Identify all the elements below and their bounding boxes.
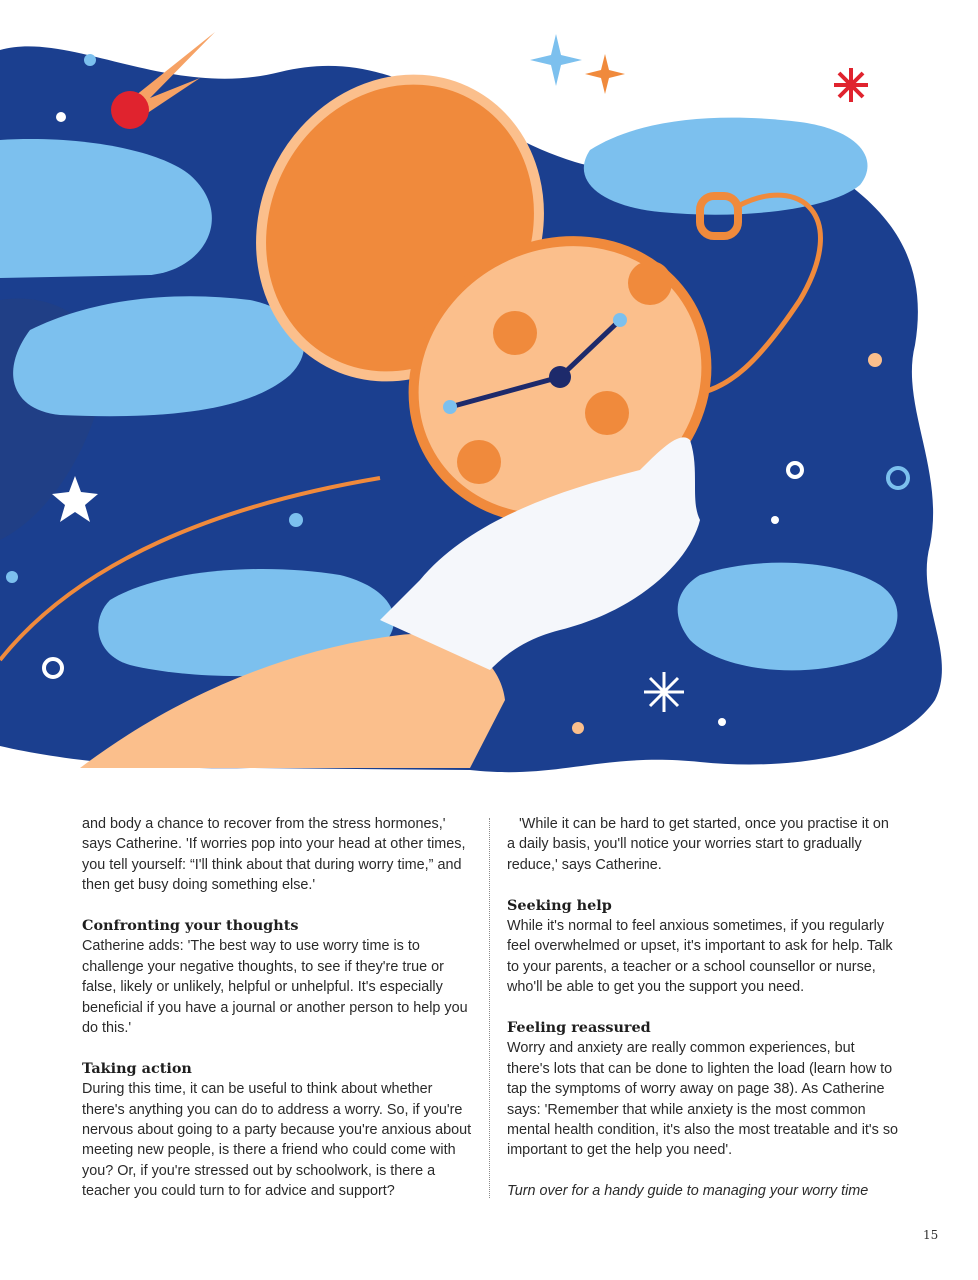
column-divider — [489, 818, 490, 1198]
turn-over-note: Turn over for a handy guide to managing your worry time — [507, 1183, 869, 1200]
right-column — [507, 814, 899, 1202]
right-paragraph-2: While it's normal to feel anxious sometimes, if you regularly feel overwhelmed or upset, it's important to ask for help. Talk to your parents, a teacher or a school counsellor or nurse, who'll be able to get you the support you need. — [507, 918, 893, 996]
left-paragraph-1: and body a chance to recover from the stress hormones,' says Catherine. 'If worries pop into your head at other times, you tell yourself: “I'll think about that during worry time,” and then get busy doing something else.' — [82, 816, 466, 894]
right-paragraph-3: Worry and anxiety are really common experiences, but there's lots that can be done to lighten the load (learn how to tap the symptoms of worry away on page 38). As Catherine says: 'Remember that while anxiety is the most common mental health condition, it's also the most treatable and it's so important to get the help you need'. — [507, 1040, 899, 1159]
heading-feeling-reassured: Feeling reassured — [507, 1019, 651, 1037]
left-column — [82, 814, 474, 1202]
heading-confronting-thoughts: Confronting your thoughts — [82, 917, 299, 935]
heading-taking-action: Taking action — [82, 1059, 192, 1077]
heading-seeking-help: Seeking help — [507, 896, 612, 914]
page-number: 15 — [923, 1228, 939, 1242]
right-paragraph-1: 'While it can be hard to get started, once you practise it on a daily basis, you'll notice your worries start to gradually reduce,' says Catherine. — [507, 816, 889, 873]
left-paragraph-2: Catherine adds: 'The best way to use worry time is to challenge your negative thoughts, to see if they're true or false, likely or unlikely, helpful or unhelpful. It's especially beneficial if you have a journal or another person to help you do this.' — [82, 938, 468, 1037]
left-paragraph-3: During this time, it can be useful to think about whether there's anything you can do to address a worry. So, if you're nervous about going to a party because you're anxious about meeting new people, is there a friend who could come with you? Or, if you're stressed out by schoolwork, is there a teacher you could turn to for advice and support? — [82, 1081, 472, 1200]
